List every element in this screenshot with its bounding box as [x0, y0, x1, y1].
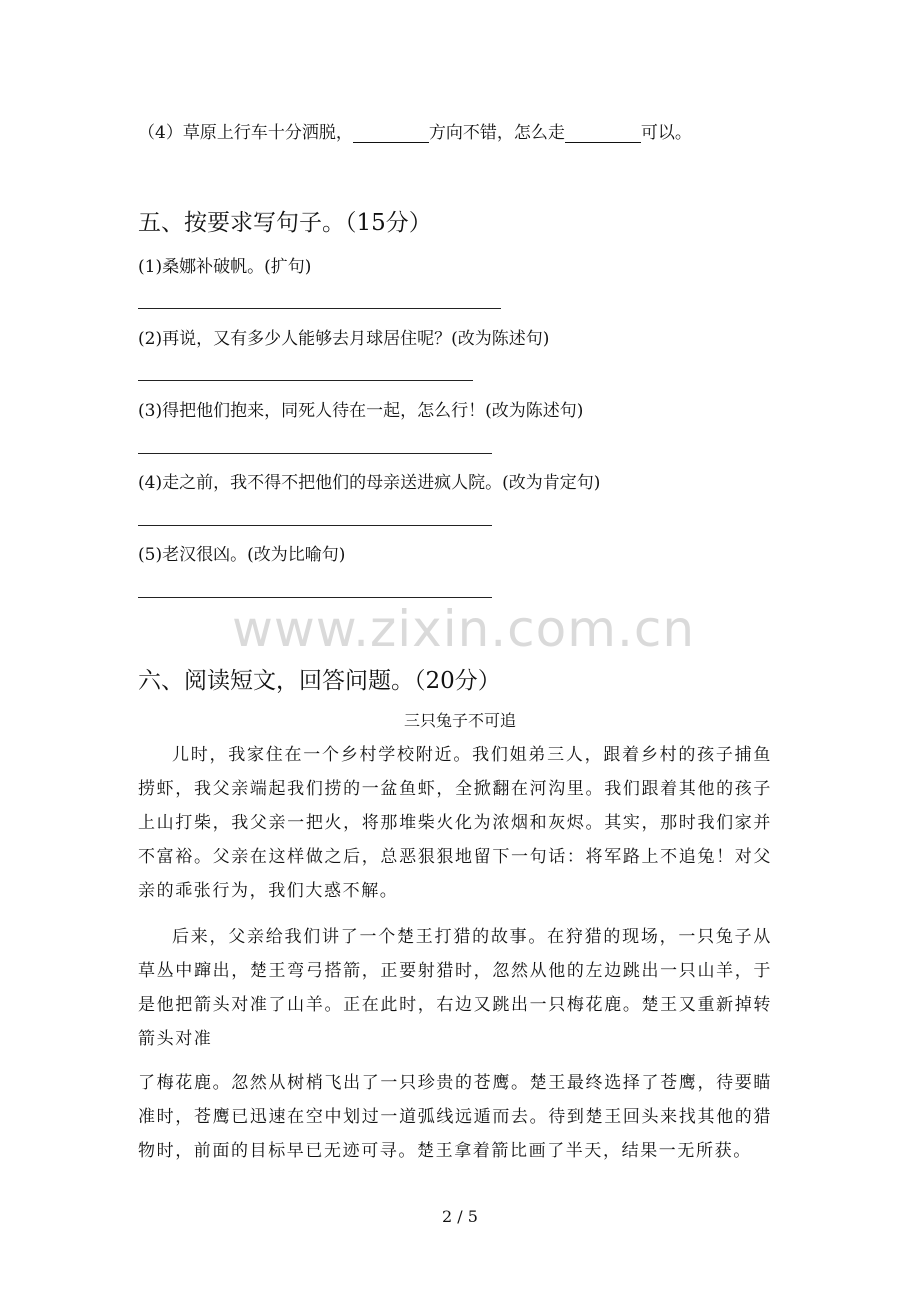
answer-line-1[interactable]	[138, 308, 501, 309]
answer-line-2[interactable]	[138, 380, 473, 381]
q4-prefix: （4）草原上行车十分洒脱，	[138, 123, 353, 143]
answer-blank-1[interactable]	[353, 124, 429, 143]
story-title: 三只兔子不可追	[403, 711, 516, 730]
rewrite-item-4: (4)走之前，我不得不把他们的母亲送进疯人院。(改为肯定句)	[138, 473, 601, 493]
q4-middle: 方向不错，怎么走	[428, 123, 565, 143]
rewrite-item-1: (1)桑娜补破帆。(扩句)	[138, 257, 312, 277]
page-number: 2 / 5	[442, 1207, 478, 1226]
watermark: www.zixin.com.cn	[232, 600, 696, 658]
answer-line-4[interactable]	[138, 525, 492, 526]
answer-line-5[interactable]	[138, 597, 492, 598]
answer-line-3[interactable]	[138, 453, 492, 454]
q4-suffix: 可以。	[640, 123, 692, 143]
rewrite-item-3: (3)得把他们抱来，同死人待在一起，怎么行！(改为陈述句)	[138, 401, 584, 421]
story-paragraph-1: 儿时，我家住在一个乡村学校附近。我们姐弟三人，跟着乡村的孩子捕鱼捞虾，我父亲端起我们捞的一盆鱼虾，全掀翻在河沟里。我们跟着其他的孩子上山打柴，我父亲一把火，将那堆柴火化为浓烟和灰烬。其实，那时我们家并不富裕。父亲在这样做之后，总恶狠狠地留下一句话：将军路上不追兔！对父亲的乖张行为，我们大惑不解。	[138, 745, 772, 901]
question-4	[138, 118, 692, 143]
story-paragraph-2-part-1: 后来，父亲给我们讲了一个楚王打猎的故事。在狩猎的现场，一只兔子从草丛中蹿出，楚王弯弓搭箭，正要射猎时，忽然从他的左边跳出一只山羊，于是他把箭头对准了山羊。正在此时，右边又跳出一只梅花鹿。楚王又重新掉转箭头对准	[138, 927, 772, 1049]
rewrite-item-2: (2)再说，又有多少人能够去月球居住呢？(改为陈述句)	[138, 329, 550, 349]
section-6-title: 六、阅读短文，回答问题。（20分）	[138, 668, 501, 694]
story-paragraph-2-part-2: 了梅花鹿。忽然从树梢飞出了一只珍贵的苍鹰。楚王最终选择了苍鹰，待要瞄准时，苍鹰已迅速在空中划过一道弧线远遁而去。待到楚王回头来找其他的猎物时，前面的目标早已无迹可寻。楚王拿着箭比画了半天，结果一无所获。	[138, 1073, 772, 1161]
rewrite-item-5: (5)老汉很凶。(改为比喻句)	[138, 545, 346, 565]
answer-blank-2[interactable]	[565, 124, 641, 143]
section-5-title: 五、按要求写句子。（15分）	[138, 210, 432, 236]
